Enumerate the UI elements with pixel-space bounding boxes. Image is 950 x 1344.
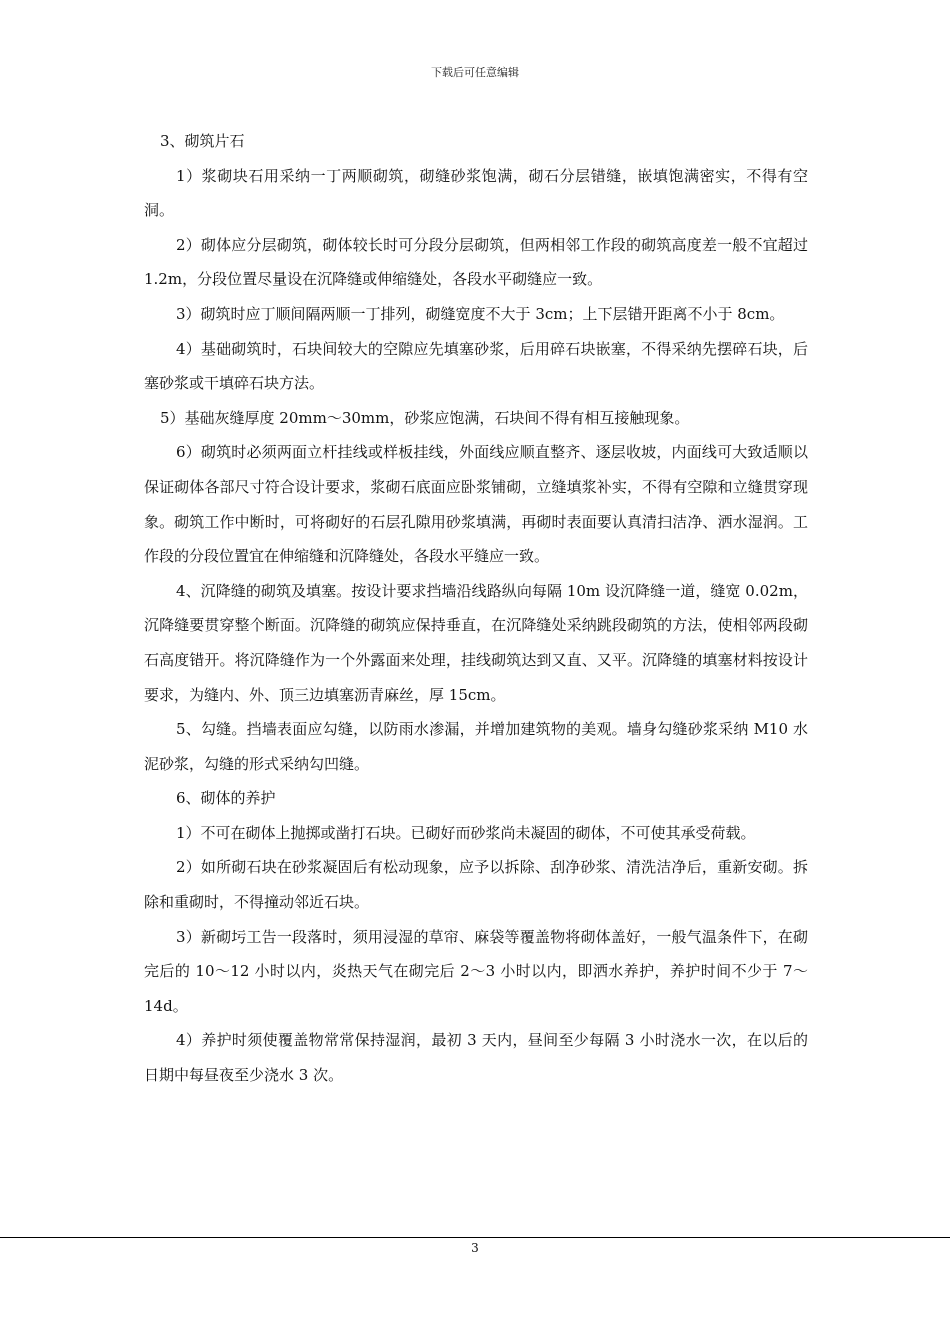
paragraph: 4）养护时须使覆盖物常常保持湿润，最初 3 天内，昼间至少每隔 3 小时浇水一次，在以后的日期中每昼夜至少浇水 3 次。 bbox=[144, 1031, 808, 1085]
paragraph: 2）砌体应分层砌筑，砌体较长时可分段分层砌筑，但两相邻工作段的砌筑高度差一般不宜超过 1.2m，分段位置尽量设在沉降缝或伸缩缝处，各段水平砌缝应一致。 bbox=[144, 235, 808, 289]
paragraph: 6）砌筑时必须两面立杆挂线或样板挂线，外面线应顺直整齐、逐层收坡，内面线可大致适顺以保证砌体各部尺寸符合设计要求，浆砌石底面应卧浆铺砌，立缝填浆补实，不得有空隙和立缝贯穿现象。砌筑工作中断时，可将砌好的石层孔隙用砂浆填满，再砌时表面要认真清扫洁净、洒水湿润。工作段的分段位置宜在伸缩缝和沉降缝处，各段水平缝应一致。 bbox=[144, 443, 808, 566]
footer-divider bbox=[0, 1237, 950, 1238]
paragraph: 6、砌体的养护 bbox=[176, 789, 276, 808]
paragraph: 3、砌筑片石 bbox=[160, 132, 245, 150]
paragraph: 3）新砌圬工告一段落时，须用浸湿的草帘、麻袋等覆盖物将砌体盖好，一般气温条件下，在砌完后的 10～12 小时以内，炎热天气在砌完后 2～3 小时以内，即洒水养护，养护时间不少于 7～14d。 bbox=[144, 927, 808, 1015]
paragraph: 5）基础灰缝厚度 20mm～30mm，砂浆应饱满，石块间不得有相互接触现象。 bbox=[160, 408, 690, 427]
page-header: 下载后可任意编辑 bbox=[431, 66, 519, 79]
document-body bbox=[144, 124, 808, 1093]
paragraph: 4）基础砌筑时，石块间较大的空隙应先填塞砂浆，后用碎石块嵌塞，不得采纳先摆碎石块，后塞砂浆或干填碎石块方法。 bbox=[144, 339, 808, 393]
page-number: 3 bbox=[471, 1241, 479, 1255]
paragraph: 3）砌筑时应丁顺间隔两顺一丁排列，砌缝宽度不大于 3cm；上下层错开距离不小于 8cm。 bbox=[176, 304, 785, 323]
paragraph: 4、沉降缝的砌筑及填塞。按设计要求挡墙沿线路纵向每隔 10m 设沉降缝一道，缝宽 0.02m，沉降缝要贯穿整个断面。沉降缝的砌筑应保持垂直，在沉降缝处采纳跳段砌筑的方法，使相邻两段砌石高度错开。将沉降缝作为一个外露面来处理，挂线砌筑达到又直、又平。沉降缝的填塞材料按设计要求，为缝内、外、顶三边填塞沥青麻丝，厚 15cm。 bbox=[144, 581, 808, 704]
paragraph: 5、勾缝。挡墙表面应勾缝，以防雨水渗漏，并增加建筑物的美观。墙身勾缝砂浆采纳 M10 水泥砂浆，勾缝的形式采纳勾凹缝。 bbox=[144, 720, 808, 773]
paragraph: 2）如所砌石块在砂浆凝固后有松动现象，应予以拆除、刮净砂浆、清洗洁净后，重新安砌。拆除和重砌时，不得撞动邻近石块。 bbox=[144, 858, 808, 912]
paragraph: 1）浆砌块石用采纳一丁两顺砌筑，砌缝砂浆饱满，砌石分层错缝，嵌填饱满密实，不得有空洞。 bbox=[144, 166, 808, 220]
paragraph: 1）不可在砌体上抛掷或凿打石块。已砌好而砂浆尚未凝固的砌体，不可使其承受荷载。 bbox=[176, 823, 756, 842]
